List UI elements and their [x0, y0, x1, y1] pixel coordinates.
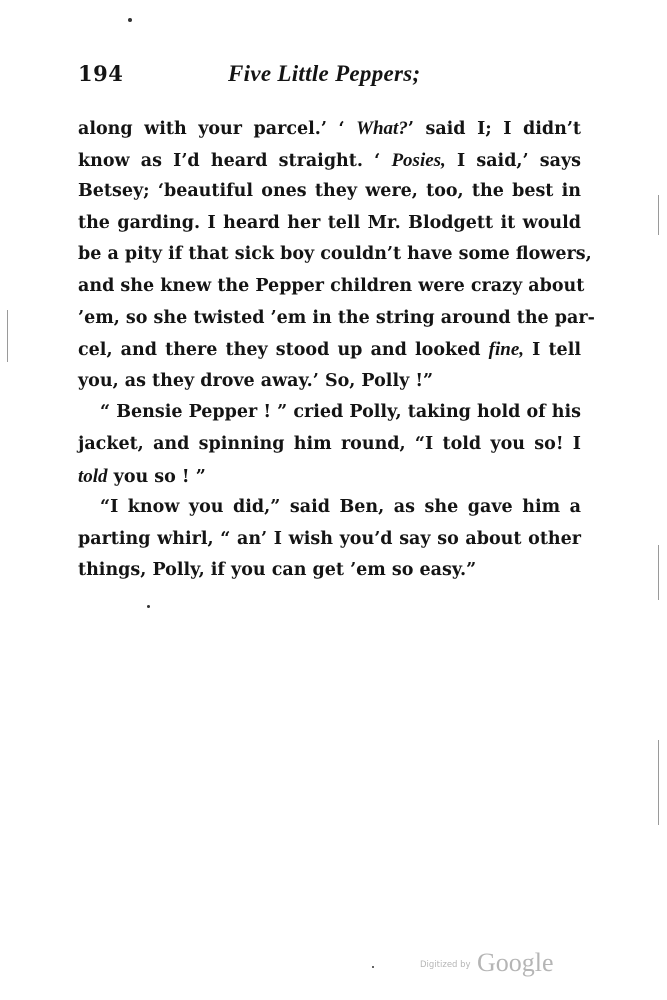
- text-line: [78, 492, 581, 524]
- italic-text: What?: [356, 118, 408, 139]
- italic-text: fine,: [488, 339, 524, 361]
- body-text: [78, 113, 595, 587]
- text-segment: be a pity if that sick boy couldn’t have some flowers,: [78, 244, 592, 265]
- text-line: [78, 366, 581, 398]
- text-line: [78, 208, 581, 240]
- text-line: [78, 524, 581, 556]
- text-segment: cel, and there they stood up and looked: [78, 340, 489, 361]
- text-line: [78, 303, 595, 335]
- text-segment: you so ! ”: [107, 466, 206, 487]
- text-line: [78, 555, 581, 587]
- text-line: [78, 271, 585, 303]
- text-line: [78, 113, 581, 145]
- page-number: 194: [78, 61, 124, 86]
- text-line: [78, 176, 581, 208]
- text-segment: ’ said I; I didn’t: [407, 119, 581, 139]
- text-segment: ’em, so she twisted ’em in the string around the par-: [78, 307, 595, 328]
- text-line: [78, 239, 592, 271]
- text-segment: I said,’ says: [445, 150, 582, 171]
- text-segment: know as I’d heard straight. ‘: [78, 150, 392, 171]
- digitized-watermark: [420, 948, 570, 978]
- text-segment: parting whirl, “ an’ I wish you’d say so about other: [78, 528, 581, 549]
- running-title: Five Little Peppers;: [228, 61, 421, 86]
- text-line: [78, 334, 581, 366]
- text-segment: “I know you did,” said Ben, as she gave him a: [100, 497, 581, 518]
- ink-speck: [147, 605, 150, 608]
- text-segment: jacket, and spinning him round, “I told you so! I: [78, 433, 581, 454]
- text-segment: I tell: [524, 340, 581, 361]
- google-logo: Google: [477, 948, 554, 977]
- text-segment: Betsey; ‘beautiful ones they were, too, the best in: [78, 181, 581, 202]
- ink-speck: [372, 966, 374, 968]
- page-edge-left: [7, 310, 8, 362]
- ink-speck: [128, 18, 132, 22]
- page-edge-right: [658, 740, 659, 825]
- italic-text: told: [78, 465, 108, 487]
- text-line: [78, 429, 581, 461]
- text-line: [78, 461, 581, 493]
- page-edge-right: [658, 545, 659, 600]
- italic-text: Posies,: [391, 149, 446, 171]
- text-line: [78, 145, 581, 177]
- text-segment: along with your parcel.’ ‘: [78, 119, 357, 139]
- text-line: [78, 397, 581, 429]
- text-segment: and she knew the Pepper children were crazy about: [78, 275, 585, 296]
- watermark-prefix: Digitized by: [420, 960, 471, 970]
- text-segment: the garding. I heard her tell Mr. Blodgett it would: [78, 212, 581, 233]
- page-edge-right: [658, 195, 659, 235]
- text-segment: you, as they drove away.’ So, Polly !”: [78, 370, 434, 391]
- text-segment: “ Bensie Pepper ! ” cried Polly, taking hold of his: [100, 402, 581, 423]
- text-segment: things, Polly, if you can get ’em so easy.”: [78, 560, 477, 581]
- running-header: [78, 57, 586, 97]
